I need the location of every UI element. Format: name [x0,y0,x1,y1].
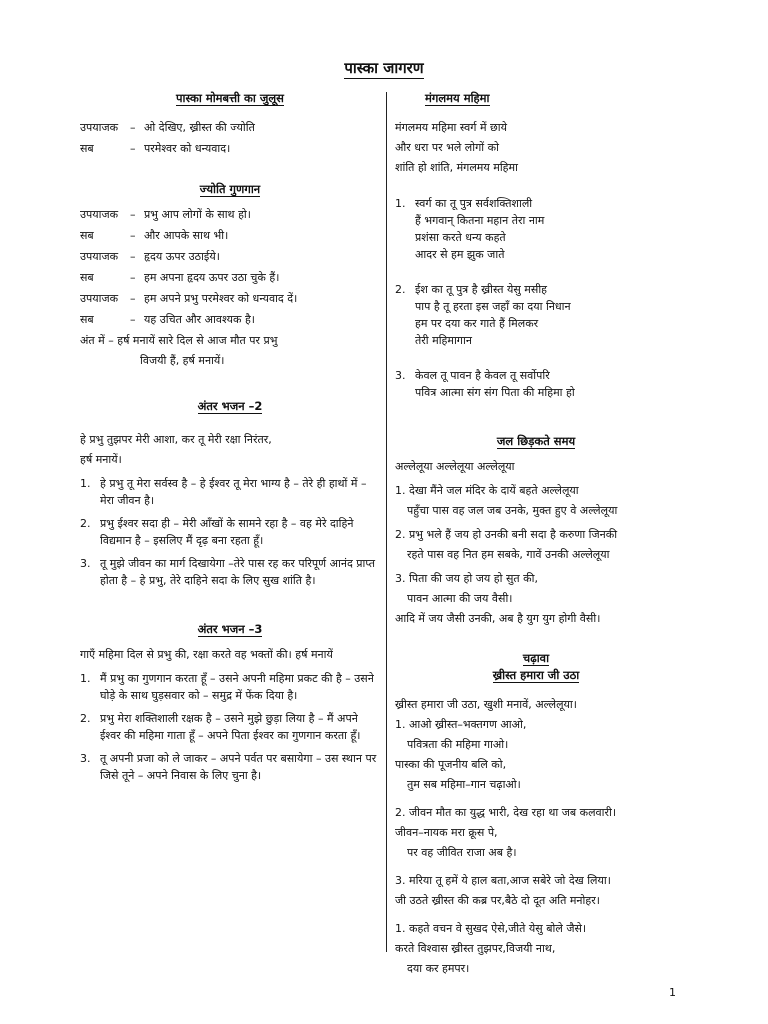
verse-line: तेरी महिमागान [415,334,472,347]
verse-line: पावन आत्मा की जय वैसी। [407,592,513,605]
verse-line: स्वर्ग का तू पुत्र सर्वशक्तिशाली [415,197,533,210]
verse-item: 1. स्वर्ग का तू पुत्र सर्वशक्तिशाली हैं भगवान् कितना महान तेरा नाम प्रशंसा करते धन्य कहते आदर से हम झुक जाते [395,197,545,261]
refrain-line: हर्ष मनायें। [80,453,122,466]
dialogue-line: उपयाजक – हम अपने प्रभु परमेश्वर को धन्यवाद दें। [80,292,298,305]
refrain-line: गाएँ महिमा दिल से प्रभु की, रक्षा करते वह भक्तों की। हर्ष मनायें [80,648,333,661]
verse-line: पास्का की पूजनीय बलि को, [395,758,507,771]
section-heading: चढ़ावा [522,651,550,665]
verse-line: प्रशंसा करते धन्य कहते [415,231,506,244]
verse-line: 3. पिता की जय हो जय हो सुत की, [395,572,538,585]
verse-line: पाप है तू हरता इस जहाँ का दया निधान [415,300,571,313]
verse-item: 1. मैं प्रभु का गुणगान करता हूँ – उसने अपनी महिमा प्रकट की है – उसने घोड़े के साथ घुड़सवार को – समुद्र में फेंक दिया है। [80,672,374,702]
chorus-line: शांति हो शांति, मंगलमय महिमा [395,161,518,174]
section-heading: मंगलमय महिमा [425,91,490,105]
refrain-line: हे प्रभु तुझपर मेरी आशा, कर तू मेरी रक्षा निरंतर, [80,433,272,446]
section-heading: पास्का मोमबत्ती का जुलूस [176,91,284,105]
closing-line: विजयी हैं, हर्ष मनायें। [140,354,225,367]
closing-line: अंत में – हर्ष मनायें सारे दिल से आज मौत पर प्रभु [80,334,278,347]
page-number: 1 [669,986,676,999]
verse-item: 3. तू मुझे जीवन का मार्ग दिखायेगा –तेरे पास रह कर परिपूर्ण आनंद प्राप्त होता है – हे प्रभु, तेरे दाहिने सदा के लिए सुख शांति है। [80,557,376,587]
verse-item: 2. ईश का तू पुत्र है ख्रीस्त येसु मसीह पाप है तू हरता इस जहाँ का दया निधान हम पर दया कर गाते हैं मिलकर तेरी महिमागान [395,283,571,347]
verse-item: 2. प्रभु ईश्वर सदा ही – मेरी आँखों के सामने रहा है – वह मेरे दाहिने विद्यमान है – इसलिए मैं दृढ़ बना रहता हूँ। [80,517,354,547]
verse-line: ईश का तू पुत्र है ख्रीस्त येसु मसीह [415,283,548,296]
verse-line: 2. प्रभु भले हैं जय हो उनकी बनी सदा है करुणा जिनकी [395,528,618,541]
dialogue-line: उपयाजक – ओ देखिए, ख्रीस्त की ज्योति [80,121,255,134]
verse-line: पहुँचा पास वह जल जब उनके, मुक्त हुए वे अल्लेलूया [407,504,618,517]
page-title: पास्का जागरण [344,59,424,77]
chorus-line: मंगलमय महिमा स्वर्ग में छाये [395,121,507,134]
dialogue-line: उपयाजक – हृदय ऊपर उठाईये। [80,250,220,263]
verse-line: आदि में जय जैसी उनकी, अब है युग युग होगी वैसी। [395,612,601,625]
verse-line: करते विश्वास ख्रीस्त तुझपर,विजयी नाथ, [395,942,556,955]
verse-item: 3. तू अपनी प्रजा को ले जाकर – अपने पर्वत पर बसायेगा – उस स्थान पर जिसे तूने – अपने निवास के लिए चुना है। [80,752,377,782]
verse-item: 1. हे प्रभु तू मेरा सर्वस्व है – हे ईश्वर तू मेरा भाग्य है – तेरे ही हाथों में – मेरा जीवन है। [80,477,367,507]
verse-line: 1. कहते वचन वे सुखद ऐसे,जीते येसु बोले जैसे। [395,922,587,935]
verse-line: आदर से हम झुक जाते [415,248,505,261]
dialogue-line: उपयाजक – प्रभु आप लोगों के साथ हो। [80,208,251,221]
column-divider [386,92,387,952]
section-heading: अंतर भजन –2 [197,399,263,413]
section-heading: जल छिड़कते समय [496,434,576,448]
verse-line: 2. जीवन मौत का युद्ध भारी, देख रहा था जब कलवारी। [395,806,617,819]
verse-line: हम पर दया कर गाते हैं मिलकर [415,317,539,330]
verse-line: पवित्रता की महिमा गाओ। [407,738,509,751]
refrain-line: ख्रीस्त हमारा जी उठा, खुशी मनावें, अल्लेलूया। [395,698,577,711]
left-column [80,90,380,790]
verse-line: जीवन–नायक मरा क्रूस पे, [395,826,498,839]
dialogue-line: सब – यह उचित और आवश्यक है। [80,313,255,326]
verse-line: 1. आओ ख्रीस्त–भक्तगण आओ, [395,718,527,731]
verse-line: जी उठते ख्रीस्त की कब्र पर,बैठे दो दूत अति मनोहर। [395,894,600,907]
verse-line: केवल तू पावन है केवल तू सर्वोपरि [415,369,550,382]
verse-line: तुम सब महिमा–गान चढ़ाओ। [407,778,521,791]
chorus-line: और धरा पर भले लोगों को [395,141,499,154]
verse-line: हैं भगवान् कितना महान तेरा नाम [415,214,545,227]
verse-item: 2. प्रभु मेरा शक्तिशाली रक्षक है – उसने मुझे छुड़ा लिया है – मैं अपने ईश्वर की महिमा गाता हूँ – अपने पिता ईश्वर का गुणगान करता हूँ। [80,712,361,742]
refrain-line: अल्लेलूया अल्लेलूया अल्लेलूया [395,460,515,473]
section-heading: ज्योति गुणगान [199,182,261,196]
section-heading: अंतर भजन –3 [197,622,263,636]
verse-line: दया कर हमपर। [407,962,470,975]
verse-line: 3. मरिया तू हमें ये हाल बता,आज सबेरे जो देख लिया। [395,874,611,887]
section-subheading: ख्रीस्त हमारा जी उठा [492,668,580,682]
verse-line: 1. देखा मैंने जल मंदिर के दायें बहते अल्लेलूया [395,484,579,497]
verse-line: पर वह जीवित राजा अब है। [407,846,517,859]
verse-line: रहते पास वह नित हम सबके, गावें उनकी अल्लेलूया [407,548,610,561]
verse-item: 3. केवल तू पावन है केवल तू सर्वोपरि पवित्र आत्मा संग संग पिता की महिमा हो [395,369,575,399]
dialogue-line: सब – और आपके साथ भी। [80,229,229,242]
dialogue-line: सब – परमेश्वर को धन्यवाद। [80,142,231,155]
right-column [395,90,677,980]
dialogue-line: सब – हम अपना हृदय ऊपर उठा चुके हैं। [80,271,280,284]
verse-line: पवित्र आत्मा संग संग पिता की महिमा हो [415,386,575,399]
